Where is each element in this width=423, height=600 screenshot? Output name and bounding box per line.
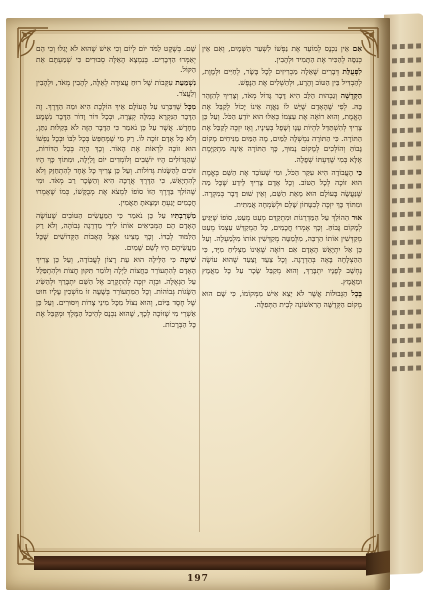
paragraph	[36, 78, 196, 99]
paragraph	[202, 44, 362, 65]
paragraph-text: עַל כֵּן נֹאמַר כִּי הַמַּעֲשִׂים הַטּוֹבִים שֶׁעוֹשֶׂה הָאָדָם הֵם הַמְּבִיאִים אוֹתוֹ לִידֵי מַדְרֵגָה גְּבוֹהָה, וְלֹא רַק הַלִּמּוּד לְבַדּוֹ. וְכָךְ מָצִינוּ אֵצֶל הָאָבוֹת הַקְּדוֹשִׁים שֶׁכָּל מַעֲשֵׂיהֶם הָיוּ לְשֵׁם שָׁמַיִם.	[36, 210, 196, 252]
paragraph-lead-word: מִשְׁרַבְתִּיו	[170, 210, 196, 220]
paragraph-lead-word: הַקְּדֻשָּׁה	[340, 90, 362, 100]
open-book	[6, 14, 420, 594]
column-divider	[199, 44, 200, 532]
paragraph-lead-word: אִם	[352, 44, 362, 53]
paragraph	[36, 211, 196, 254]
bottom-decorative-band	[34, 556, 366, 570]
paragraph-text: כִּי הַלֵּילָה הוּא עֵת רָצוֹן לְעֲבוֹדָה, וְעַל כֵּן צָרִיךְ הָאָדָם לְהִתְעוֹרֵר בַּחֲצוֹת לַיְלָה וְלוֹמַר תִּקּוּן חֲצוֹת וּלְהִתְפַּלֵּל עַל הַגְּאֻלָּה. וּבְזֶה יִזְכֶּה לְהִתְקָרֵב אֶל הַשֵּׁם יִתְבָּרַךְ וּלְהַשִּׂיג הַשָּׂגוֹת גְּבוֹהוֹת. וְכָל הַמִּתְעוֹרֵר בְּשָׁעָה זוֹ מוֹשְׁכִין עָלָיו חוּט שֶׁל חֶסֶד בַּיּוֹם, וְהוּא נִצּוֹל מִכָּל מִינֵי צָרוֹת וְיִסּוּרִים. וְעַל כֵּן אַשְׁרֵי מִי שֶׁזּוֹכֶה לְכָךְ, שֶׁהוּא נִכְנָס לְהֵיכַל הַמֶּלֶךְ וּמְקַבֵּל אֶת כָּל הַבְּרָכוֹת.	[36, 255, 196, 329]
facing-page-lines	[392, 43, 423, 380]
paragraph-lead-word: לִפְעֻלַּת	[342, 67, 362, 77]
text-column-left	[36, 44, 196, 532]
paragraph-lead-word: מִכָּל	[184, 101, 196, 111]
paragraph	[202, 91, 362, 166]
text-column-right	[202, 44, 362, 532]
paragraph	[36, 102, 196, 209]
paragraph-text: שָׁם. בְּשֶׁקֶט לַמֹּד יוֹם לְיוֹם וְכִי אִישׁ שֶׁהוּא לֹא יָגִלּוּ וְכִי הֵם יְאַמְּרוּ הַדְּבָרִים. בְּנִמְצָא הָאֵלֶּה סְבוּרִים כִּי שְׁמַעְתָּם אֵת הַקּוֹל.	[36, 44, 196, 75]
paragraph-text: הַגְּבוּלוֹת אֲשֶׁר לֹא יֵצֵא אִישׁ מִמְּקוֹמוֹ, כִּי שָׁם הוּא מְקוֹם הַקְּדֻשָּׁה הָרִאשׁוֹנָה לְבֵית הַתְּפִלָּה.	[202, 289, 362, 310]
paragraph	[202, 168, 362, 211]
paragraph	[202, 67, 362, 88]
paragraph-lead-word: אוּר	[351, 212, 362, 222]
paragraph-lead-word: כִּי	[356, 167, 362, 177]
paragraph-text: הָעֲבוֹדָה הִיא עִקַּר הַכֹּל, וּמִי שֶׁעוֹבֵד אֶת הַשֵּׁם בְּאֱמֶת הוּא זוֹכֶה לְכָל הַטּוֹב. וְכָל אָדָם צָרִיךְ לֵידַע שֶׁכָּל מַה שֶּׁנַּעֲשָׂה בָּעוֹלָם הוּא מֵאֵת הַשֵּׁם, וְאֵין שׁוּם דָּבָר בְּמִקְרֶה. וּמִתּוֹךְ כָּךְ יִזְכֶּה לְבִטָּחוֹן שָׁלֵם וּלְשִׂמְחָה אֲמִתִּית.	[202, 167, 362, 209]
paragraph-text: וְגַבְהוּת הַלֵּב הִיא דָּבָר גָּדוֹל מְאֹד, וְצָרִיךְ לְהִזָּהֵר בָּהּ. לְפִי שֶׁהָאָדָם שֶׁיֵּשׁ לוֹ גַּאֲוָה אֵינוֹ יָכוֹל לְקַבֵּל אֶת הָאֱמֶת, וְהוּא רוֹאֶה אֶת עַצְמוֹ כְּאִלּוּ הוּא יוֹדֵעַ הַכֹּל. וְעַל כֵּן צָרִיךְ לְהִשְׁתַּדֵּל לִהְיוֹת עָנָו וְשָׁפָל בְּעֵינָיו, וְאָז יִזְכֶּה לְקַבֵּל אֶת הַתּוֹרָה. כִּי הַתּוֹרָה נִמְשְׁלָה לַמַּיִם, מָה הַמַּיִם מַנִּיחִים מָקוֹם גָּבוֹהַּ וְהוֹלְכִים לְמָקוֹם נָמוּךְ, כָּךְ הַתּוֹרָה אֵינָהּ מִתְקַיֶּמֶת אֶלָּא בְּמִי שֶׁדַּעְתּוֹ שְׁפָלָה.	[202, 90, 362, 165]
paragraph-text: דְּבָרִים שֶׁאֵלָה מַכְרִיזִים לְכָל בָּשָׂר, לְחַיִּים וּלְמָוֶת, לְהַבְדִּיל בֵּין הַטּוֹב וְהָרָע, וּלְהַשְׁלִים אֶת הַנֶּפֶשׁ.	[202, 67, 362, 88]
paragraph-lead-word: שִׁיטָה	[180, 255, 196, 265]
paragraph-text: אֵין נִכְנָס לְמוֹעֵד אֶת נַפְשׁוֹ לִשְׁעַר הַשְּׁמָיִם, וְאִם אֵין כְּנִסָּה לְהַכִּיר אֶת הַתָּמִיד וּלְהָבִין.	[202, 44, 362, 64]
paragraph	[36, 44, 196, 76]
paragraph-lead-word: נִשְׁמַעַת	[175, 78, 196, 88]
paragraph	[202, 289, 362, 310]
paragraph-text: עִקְּבוֹת שֶׁל רוּחַ עֲצוּרָה לְאֵלֶּה, לְהָבִין מְאֹד, וּלְהָבִין וְלַעֲצֹר.	[36, 78, 196, 98]
page-number: 197	[187, 574, 209, 584]
paragraph	[36, 255, 196, 330]
paragraph-text: שֶׁדִּבַּרְנוּ עַל הָעוֹלָם אֵיךְ הוֹלֶכֶת הִיא וּמַה הַדֶּרֶךְ. זֶה הַדָּבָר הַנִּקְרָא בְּמִלָּה קְצָרָה, וּבְכָל דּוֹר וָדוֹר הַדָּבָר נִשְׁמָע מֵחָדָשׁ. אֲשֶׁר עַל כֵּן נֹאמַר כִּי הַדָּבָר הַזֶּה לֹא בְּקַלּוּת נִתַּן, וְלֹא כָּל אָדָם זוֹכֶה לוֹ. רַק מִי שֶׁמְּחַפֵּשׂ בְּכָל לִבּוֹ וּבְכָל נַפְשׁוֹ הוּא זוֹכֶה לִרְאוֹת אֶת הָאוֹר. וְכָךְ הָיָה בְּכָל הַדּוֹרוֹת, שֶׁהַגְּדוֹלִים הָיוּ יוֹשְׁבִים וְלוֹמְדִים יוֹם וָלַיְלָה, וּמִתּוֹךְ כָּךְ הָיוּ זוֹכִים לְהַשָּׂגוֹת גְּדוֹלוֹת. וְעַל כֵּן צָרִיךְ כָּל אֶחָד לְהִתְחַזֵּק וְלֹא לְהִתְיָאֵשׁ, כִּי הַדֶּרֶךְ אֲרֻכָּה הִיא וְהַשָּׂכָר רַב מְאֹד. וּמִי שֶׁהוֹלֵךְ בַּדֶּרֶךְ הַזּוֹ סוֹפוֹ לִמְצֹא אֶת מְבֻקָּשׁוֹ, כְּמוֹ שֶׁאָמְרוּ חֲכָמִים יָגַעְתָּ וּמָצָאתָ תַּאֲמִין.	[36, 101, 196, 207]
page-gutter-shadow	[374, 18, 390, 590]
paragraph-lead-word: בְּכָל	[351, 289, 362, 299]
paragraph-text: הַהוֹלֵךְ עַל הַמַּדְרֵגוֹת וּמִתְקַדֵּם מְעַט מְעַט, סוֹפוֹ שֶׁיַּגִּיעַ לְמָקוֹם גָּבוֹהַּ. וְכָךְ אָמְרוּ חֲכָמִים, כָּל הַמְקַדֵּשׁ עַצְמוֹ מְעַט מְקַדְּשִׁין אוֹתוֹ הַרְבֵּה, מִלְּמַטָּה מְקַדְּשִׁין אוֹתוֹ מִלְמַעְלָה. וְעַל כֵּן אַל יִתְיָאֵשׁ הָאָדָם אִם רוֹאֶה שֶׁאֵינוֹ מַצְלִיחַ מִיָּד, כִּי הַהַצְלָחָה בָּאָה בְּהַדְרָגָה. וְכָל צַעַד וָצַעַד שֶׁהוּא עוֹשֶׂה נֶחְשָׁב לְפָנָיו יִתְבָּרַךְ, וְהוּא מְקַבֵּל שָׂכָר עַל כָּל מַאֲמָץ וּמַאֲמָץ.	[202, 212, 362, 286]
paragraph	[202, 213, 362, 288]
book-page	[6, 18, 390, 590]
